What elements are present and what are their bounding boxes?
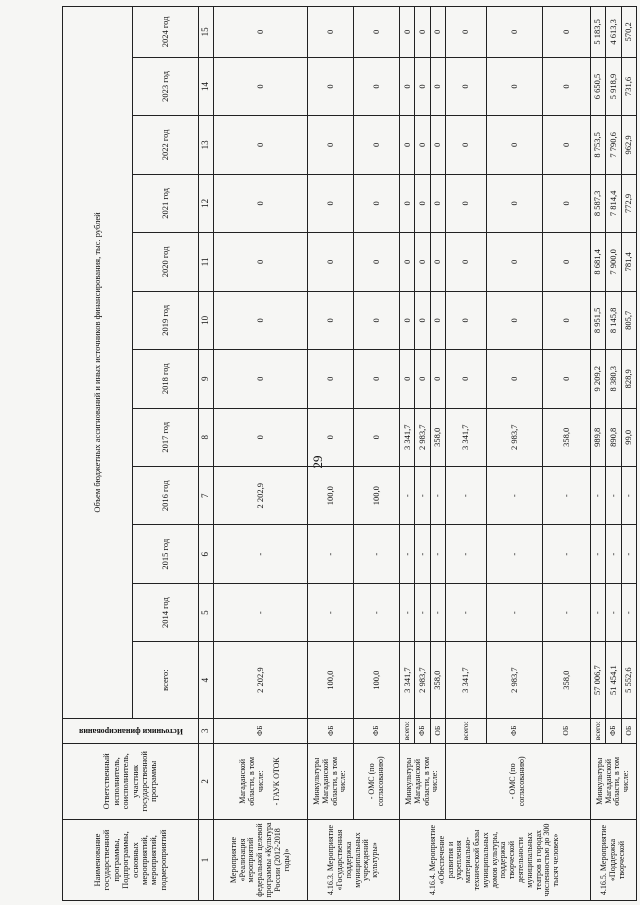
year-value: - — [214, 583, 308, 641]
year-value: - — [354, 525, 400, 583]
year-value: - — [354, 583, 400, 641]
year-value: 0 — [400, 174, 415, 232]
row-source: ФБ — [354, 718, 400, 743]
year-value: 358,0 — [542, 408, 590, 466]
year-value: - — [446, 525, 487, 583]
year-value: 0 — [487, 174, 543, 232]
year-value: 0 — [430, 291, 445, 349]
year-value: - — [308, 583, 354, 641]
year-value: 6 650,5 — [590, 57, 605, 115]
year-value: - — [400, 583, 415, 641]
year-value: - — [400, 467, 415, 525]
year-value: 772,9 — [621, 174, 636, 232]
year-value: - — [446, 467, 487, 525]
row-source: ФБ — [606, 718, 621, 743]
year-value: 0 — [487, 57, 543, 115]
year-value: - — [400, 525, 415, 583]
year-value: 0 — [214, 7, 308, 58]
header-year: 2017 год — [133, 408, 199, 466]
year-value: 0 — [446, 57, 487, 115]
row-source: ФБ — [487, 718, 543, 743]
row-name: 4.16.4. Мероприятие «Обеспечение развития и укрепления материально-технической базы муниципальных домов культуры, поддержка творческой деятельности муниципальных театров в городах численностью до 300 тысяч человек» — [400, 820, 591, 901]
column-index: 6 — [199, 525, 214, 583]
year-value: - — [446, 583, 487, 641]
year-value: 0 — [430, 233, 445, 291]
year-value: 0 — [415, 350, 430, 408]
header-year: 2015 год — [133, 525, 199, 583]
row-responsible: Минкультуры Магаданской области, в том числе: — [400, 743, 446, 819]
responsible-part: Магаданской области, в том числе: — [237, 756, 265, 806]
year-value: - — [621, 525, 636, 583]
year-value: 0 — [446, 233, 487, 291]
year-value: 0 — [415, 174, 430, 232]
year-value: - — [430, 467, 445, 525]
year-value: 0 — [308, 350, 354, 408]
year-value: 0 — [400, 233, 415, 291]
year-value: 0 — [354, 174, 400, 232]
year-value: 0 — [542, 7, 590, 58]
year-value: 4 613,3 — [606, 7, 621, 58]
year-value: 0 — [446, 350, 487, 408]
year-value: 0 — [430, 174, 445, 232]
year-value: 0 — [415, 291, 430, 349]
year-value: - — [590, 583, 605, 641]
year-value: 2 202,9 — [214, 467, 308, 525]
year-value: 0 — [400, 57, 415, 115]
row-source: ОБ — [542, 718, 590, 743]
year-value: 8 380,3 — [606, 350, 621, 408]
header-volume: Объем бюджетных ассигнований и иных источников финансирования, тыс. рублей — [63, 7, 133, 719]
row-responsible: Минкультуры Магаданской области, в том числе: — [590, 743, 636, 819]
year-value: 0 — [354, 233, 400, 291]
year-value: 0 — [487, 291, 543, 349]
column-index: 4 — [199, 642, 214, 718]
year-value: 805,7 — [621, 291, 636, 349]
year-value: 0 — [542, 116, 590, 174]
total-value: 57 006,7 — [590, 642, 605, 718]
header-year: 2020 год — [133, 233, 199, 291]
table-row — [354, 7, 400, 901]
year-value: 0 — [430, 116, 445, 174]
year-value: 0 — [430, 7, 445, 58]
year-value: 0 — [487, 233, 543, 291]
row-source: ФБ — [308, 718, 354, 743]
column-index: 11 — [199, 233, 214, 291]
year-value: 0 — [308, 233, 354, 291]
header-year: 2018 год — [133, 350, 199, 408]
year-value: 0 — [214, 233, 308, 291]
column-index: 10 — [199, 291, 214, 349]
total-value: 2 983,7 — [415, 642, 430, 718]
total-value: 3 341,7 — [446, 642, 487, 718]
year-value: 0 — [214, 408, 308, 466]
year-value: 8 951,5 — [590, 291, 605, 349]
year-value: 100,0 — [308, 467, 354, 525]
total-value: 2 202,9 — [214, 642, 308, 718]
year-value: 0 — [542, 233, 590, 291]
year-value: 989,8 — [590, 408, 605, 466]
year-value: 0 — [415, 7, 430, 58]
column-index: 2 — [199, 743, 214, 819]
year-value: 99,0 — [621, 408, 636, 466]
year-value: 0 — [542, 291, 590, 349]
total-value: 2 983,7 — [487, 642, 543, 718]
year-value: 0 — [214, 57, 308, 115]
year-value: 731,6 — [621, 57, 636, 115]
header-name: Наименование государственной программы, Подпрограммы, основных мероприятий, мероприятий, подмероприятий — [63, 820, 199, 901]
year-value: 0 — [446, 174, 487, 232]
year-value: 0 — [487, 7, 543, 58]
year-value: 0 — [400, 116, 415, 174]
year-value: - — [415, 583, 430, 641]
total-value: 51 454,1 — [606, 642, 621, 718]
financing-table — [62, 6, 637, 901]
year-value: 9 209,2 — [590, 350, 605, 408]
row-name: Мероприятие «Реализация мероприятий федеральной целевой программы «Культура России (2012-2018 годы)» — [214, 820, 308, 901]
year-value: 8 587,3 — [590, 174, 605, 232]
row-source: всего: — [446, 718, 487, 743]
header-source-cell — [63, 718, 199, 743]
column-index: 5 — [199, 583, 214, 641]
row-responsible: - ОМС (по согласованию) — [354, 743, 400, 819]
year-value: 0 — [430, 350, 445, 408]
year-value: 8 145,8 — [606, 291, 621, 349]
year-value: 0 — [430, 57, 445, 115]
year-value: - — [308, 525, 354, 583]
header-year: 2023 год — [133, 57, 199, 115]
year-value: - — [415, 467, 430, 525]
year-value: 570,2 — [621, 7, 636, 58]
year-value: - — [430, 583, 445, 641]
year-value: 890,8 — [606, 408, 621, 466]
year-value: 8 753,5 — [590, 116, 605, 174]
total-value: 358,0 — [542, 642, 590, 718]
year-value: 0 — [308, 57, 354, 115]
row-source: ОБ — [430, 718, 445, 743]
year-value: - — [542, 467, 590, 525]
header-year: 2014 год — [133, 583, 199, 641]
year-value: - — [590, 525, 605, 583]
year-value: 0 — [214, 350, 308, 408]
header-responsible: Ответственный исполнитель, соисполнитель, участник государственной программы — [63, 743, 199, 819]
year-value: - — [606, 467, 621, 525]
year-value: 0 — [446, 291, 487, 349]
year-value: - — [487, 467, 543, 525]
year-value: 0 — [542, 350, 590, 408]
year-value: 0 — [354, 116, 400, 174]
row-source: ОБ — [621, 718, 636, 743]
year-value: 0 — [354, 291, 400, 349]
total-value: 100,0 — [354, 642, 400, 718]
year-value: 0 — [400, 291, 415, 349]
year-value: 100,0 — [354, 467, 400, 525]
year-value: - — [590, 467, 605, 525]
column-index: 7 — [199, 467, 214, 525]
header-year: 2024 год — [133, 7, 199, 58]
year-value: 0 — [400, 7, 415, 58]
row-source: всего: — [590, 718, 605, 743]
row-name: 4.16.5. Мероприятие «Поддержка творческой — [590, 820, 636, 901]
rotated-page — [62, 6, 637, 901]
year-value: - — [214, 525, 308, 583]
column-index: 12 — [199, 174, 214, 232]
year-value: 828,9 — [621, 350, 636, 408]
year-value: 0 — [487, 116, 543, 174]
year-value: 962,9 — [621, 116, 636, 174]
year-value: - — [542, 583, 590, 641]
header-source: Источники финансирования — [78, 727, 183, 737]
year-value: - — [606, 525, 621, 583]
total-value: 3 341,7 — [400, 642, 415, 718]
page-number: 29 — [310, 455, 325, 469]
row-source: ФБ — [415, 718, 430, 743]
row-name: 4.16.3. Мероприятие «Государственная поддержка муниципальных учреждений культуры» — [308, 820, 400, 901]
column-index: 8 — [199, 408, 214, 466]
responsible-part: - ГАУК ОТОК — [272, 757, 282, 806]
column-index: 1 — [199, 820, 214, 901]
year-value: 0 — [354, 350, 400, 408]
year-value: 0 — [354, 57, 400, 115]
header-year: 2021 год — [133, 174, 199, 232]
year-value: 7 814,4 — [606, 174, 621, 232]
year-value: 0 — [214, 174, 308, 232]
row-responsible: - ОМС (по согласованию) — [446, 743, 591, 819]
year-value: 8 681,4 — [590, 233, 605, 291]
year-value: 0 — [354, 408, 400, 466]
year-value: 0 — [542, 174, 590, 232]
table-row — [308, 7, 354, 901]
total-value: 358,0 — [430, 642, 445, 718]
year-value: 0 — [214, 291, 308, 349]
year-value: 0 — [354, 7, 400, 58]
year-value: 0 — [308, 291, 354, 349]
table-row — [400, 7, 415, 901]
table-row — [446, 7, 487, 901]
column-index: 13 — [199, 116, 214, 174]
row-source: всего: — [400, 718, 415, 743]
year-value: 0 — [446, 116, 487, 174]
year-value: - — [487, 583, 543, 641]
year-value: 0 — [308, 116, 354, 174]
year-value: 358,0 — [430, 408, 445, 466]
row-responsible — [214, 743, 308, 819]
year-value: 7 790,6 — [606, 116, 621, 174]
year-value: 0 — [214, 116, 308, 174]
total-value: 5 552,6 — [621, 642, 636, 718]
year-value: 5 183,5 — [590, 7, 605, 58]
year-value: 2 983,7 — [487, 408, 543, 466]
year-value: 2 983,7 — [415, 408, 430, 466]
year-value: 3 341,7 — [400, 408, 415, 466]
year-value: 0 — [446, 7, 487, 58]
year-value: 0 — [400, 350, 415, 408]
year-value: 0 — [308, 408, 354, 466]
year-value: 0 — [487, 350, 543, 408]
year-value: 781,4 — [621, 233, 636, 291]
year-value: 7 900,0 — [606, 233, 621, 291]
year-value: - — [606, 583, 621, 641]
year-value: - — [415, 525, 430, 583]
year-value: 0 — [415, 57, 430, 115]
year-value: - — [487, 525, 543, 583]
column-index: 9 — [199, 350, 214, 408]
row-responsible: Минкультуры Магаданской области, в том числе: — [308, 743, 354, 819]
year-value: 0 — [308, 7, 354, 58]
header-year: 2019 год — [133, 291, 199, 349]
year-value: 0 — [542, 57, 590, 115]
column-index: 14 — [199, 57, 214, 115]
year-value: - — [542, 525, 590, 583]
year-value: 3 341,7 — [446, 408, 487, 466]
year-value: 0 — [415, 233, 430, 291]
year-value: 0 — [308, 174, 354, 232]
column-index: 3 — [199, 718, 214, 743]
year-value: - — [621, 467, 636, 525]
column-index: 15 — [199, 7, 214, 58]
table-row — [590, 7, 605, 901]
table-row — [214, 7, 308, 901]
row-source: ФБ — [214, 718, 308, 743]
header-total: всего: — [133, 642, 199, 718]
header-year: 2016 год — [133, 467, 199, 525]
year-value: 5 918,9 — [606, 57, 621, 115]
total-value: 100,0 — [308, 642, 354, 718]
year-value: - — [430, 525, 445, 583]
year-value: 0 — [415, 116, 430, 174]
header-year: 2022 год — [133, 116, 199, 174]
year-value: - — [621, 583, 636, 641]
